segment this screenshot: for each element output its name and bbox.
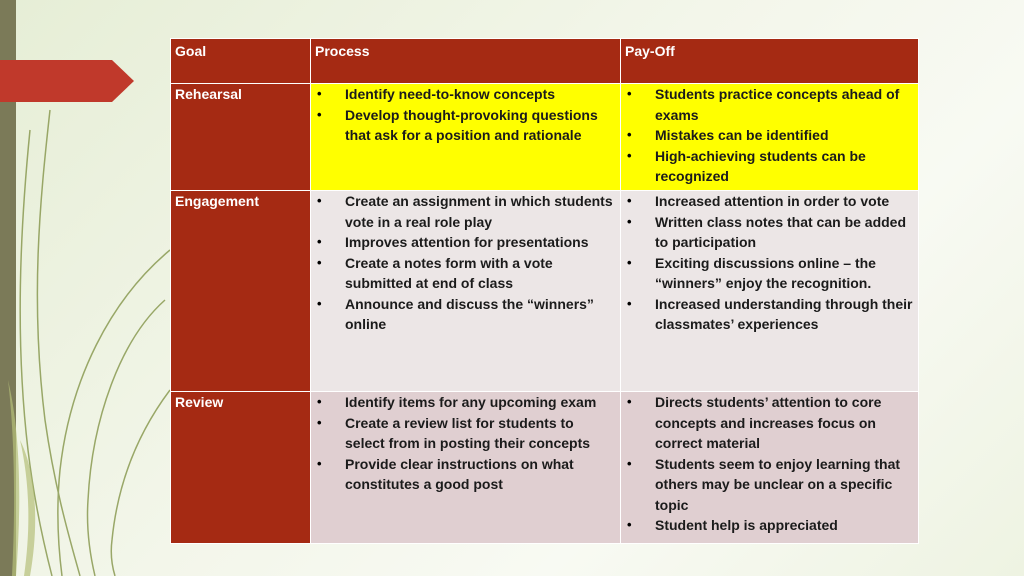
header-payoff: Pay-Off — [621, 39, 919, 84]
table-row-engagement — [171, 191, 919, 392]
list-item: • Improves attention for presentations — [315, 232, 616, 253]
goal-cell-engagement: Engagement — [171, 191, 311, 392]
list-item: • Increased attention in order to vote — [625, 191, 914, 212]
header-process: Process — [311, 39, 621, 84]
payoff-cell-review — [621, 392, 919, 544]
list-item: • Announce and discuss the “winners” online — [315, 294, 616, 335]
list-item: • Provide clear instructions on what constitutes a good post — [315, 454, 616, 495]
list-item: • Exciting discussions online – the “winners” enjoy the recognition. — [625, 253, 914, 294]
list-item: • Mistakes can be identified — [625, 125, 914, 146]
vine-decoration — [0, 0, 170, 576]
list-item: • Written class notes that can be added to participation — [625, 212, 914, 253]
list-item: • Create an assignment in which students vote in a real role play — [315, 191, 616, 232]
process-cell-engagement — [311, 191, 621, 392]
goal-cell-rehearsal: Rehearsal — [171, 84, 311, 191]
table-header-row — [171, 39, 919, 84]
list-item: • Students seem to enjoy learning that others may be unclear on a specific topic — [625, 454, 914, 516]
list-item: • Create a review list for students to select from in posting their concepts — [315, 413, 616, 454]
list-item: • Directs students’ attention to core concepts and increases focus on correct material — [625, 392, 914, 454]
list-item: • Student help is appreciated — [625, 515, 914, 536]
payoff-cell-engagement — [621, 191, 919, 392]
table-row-review — [171, 392, 919, 544]
list-item: • Identify need-to-know concepts — [315, 84, 616, 105]
goals-table — [170, 38, 919, 544]
list-item: • Develop thought-provoking questions that ask for a position and rationale — [315, 105, 616, 146]
payoff-cell-rehearsal — [621, 84, 919, 191]
header-goal: Goal — [171, 39, 311, 84]
list-item: • Students practice concepts ahead of exams — [625, 84, 914, 125]
list-item: • Create a notes form with a vote submitted at end of class — [315, 253, 616, 294]
table-row-rehearsal — [171, 84, 919, 191]
list-item: • Identify items for any upcoming exam — [315, 392, 616, 413]
list-item: • Increased understanding through their classmates’ experiences — [625, 294, 914, 335]
process-cell-rehearsal — [311, 84, 621, 191]
list-item: • High-achieving students can be recognized — [625, 146, 914, 187]
goal-cell-review: Review — [171, 392, 311, 544]
process-cell-review — [311, 392, 621, 544]
